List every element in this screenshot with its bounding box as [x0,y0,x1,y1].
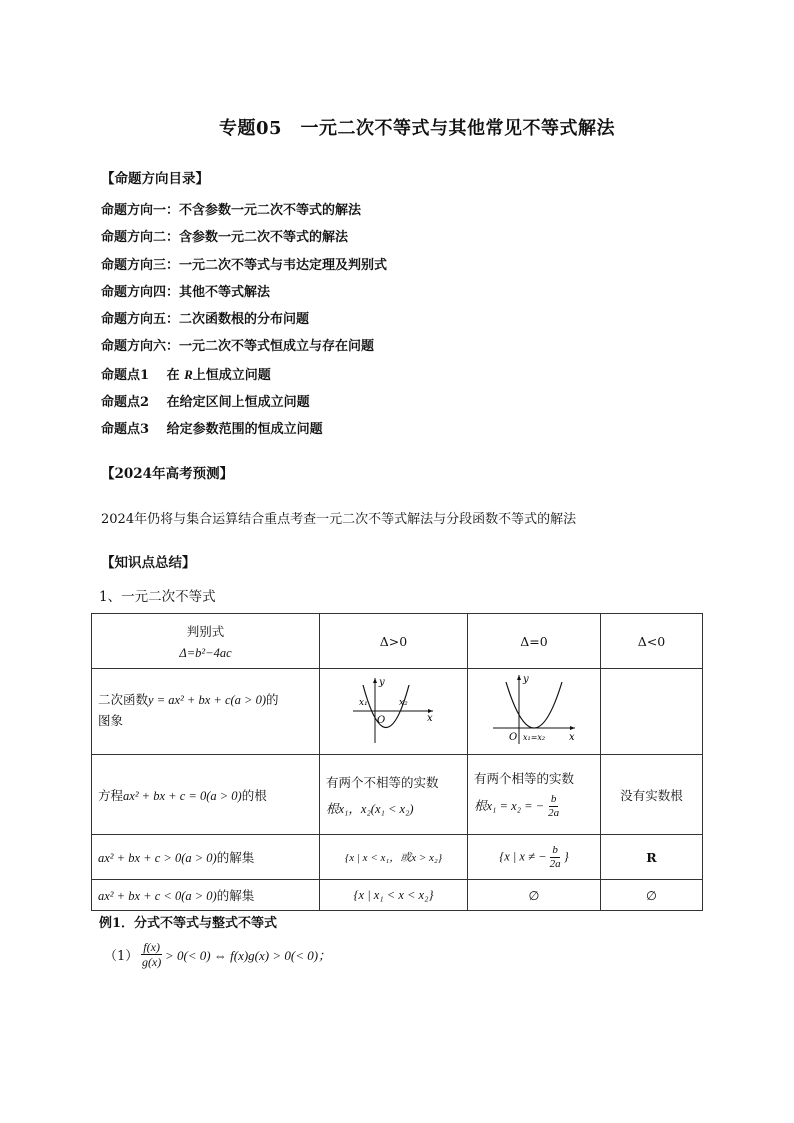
item-heading: 1、一元二次不等式 [99,589,216,605]
toc-point-label: 命题点1 [101,367,150,383]
toc-item: 命题方向三：一元二次不等式与韦达定理及判别式 [101,257,388,273]
table-row [92,614,703,669]
fraction: $\frac{b}{2a}$ [549,843,561,870]
table-row [92,669,703,755]
table-row [92,835,703,880]
value-cell: 有两个相等的实数 根x₁ = x₂ = − $\frac{b}{2a}$ [468,755,601,835]
toc-item: 命题方向二：含参数一元二次不等式的解法 [101,230,349,246]
value-cell: {x | x₁ < x < x₂} [320,880,468,911]
toc-point-label: 命题点2 [101,395,150,411]
root-label: x₁=x₂ [523,733,546,742]
toc-item: 命题方向四：其他不等式解法 [101,284,271,300]
fraction: $\frac{b}{2a}$ [548,793,560,819]
label-cell: 方程ax² + bx + c = 0(a > 0)的根 [92,755,320,835]
graph-cell-positive [320,669,468,755]
origin-label: O [376,715,385,726]
summary-header: 【知识点总结】 [101,555,196,571]
y-axis-label: y [523,674,529,685]
value-cell: ∅ [601,880,703,911]
page-title: 专题05 一元二次不等式与其他常见不等式解法 [218,118,616,139]
x1-label: x₁ [358,698,368,708]
value-cell: ∅ [468,880,601,911]
toc-list [101,197,387,444]
toc-item: 命题方向一：不含参数一元二次不等式的解法 [101,203,362,218]
header-cell: Δ=0 [468,614,601,669]
forecast-text: 2024年仍将与集合运算结合重点考查一元二次不等式解法与分段函数不等式的解法 [101,512,577,527]
x2-label: x₂ [398,698,408,708]
header-cell: 判别式 Δ=b²−4ac [92,614,320,669]
value-cell: {x | x ≠ − $\frac{b}{2a}$ } [468,835,601,880]
toc-header: 【命题方向目录】 [101,171,209,187]
graph-cell-zero [468,669,601,755]
value-cell: {x | x < x₁，或x > x₂} [320,835,468,880]
x-axis-label: x [426,713,433,724]
graph-cell-negative [601,669,703,755]
header-cell: Δ>0 [320,614,468,669]
example-heading: 例1．分式不等式与整式不等式 [99,916,278,931]
quadratic-inequality-table [91,613,703,911]
parabola-one-root-graph [489,672,579,748]
toc-item: 命题方向六：一元二次不等式恒成立与存在问题 [101,339,375,355]
label-cell: ax² + bx + c < 0(a > 0)的解集 [92,880,320,911]
table-row [92,755,703,835]
toc-item: 命题方向五：二次函数根的分布问题 [101,312,310,328]
y-axis-label: y [378,677,385,688]
origin-label: O [509,732,518,743]
toc-point-label: 命题点3 [101,422,150,438]
toc-point: 命题点2 在给定区间上恒成立问题 [101,395,310,411]
label-cell: ax² + bx + c > 0(a > 0)的解集 [92,835,320,880]
example-formula: （1） $\frac{f(x)}{g(x)}$ > 0(< 0) ⇔ f(x)g(x) > 0(< 0)； [104,940,332,969]
label-cell: 二次函数y = ax² + bx + c(a > 0)的 图象 [92,669,320,755]
toc-point: 命题点1 在 R上恒成立问题 [101,366,271,383]
value-cell: R [601,835,703,880]
fraction: $\frac{f(x)}{g(x)}$ [141,940,162,969]
value-cell: 没有实数根 [601,755,703,835]
parabola-two-roots-graph [349,675,439,745]
toc-point: 命题点3 给定参数范围的恒成立问题 [101,422,323,438]
header-cell: Δ<0 [601,614,703,669]
value-cell: 有两个不相等的实数 根x₁，x₂(x₁ < x₂) [320,755,468,835]
forecast-header: 【2024年高考预测】 [101,466,234,482]
table-row [92,880,703,911]
x-axis-label: x [569,732,575,743]
